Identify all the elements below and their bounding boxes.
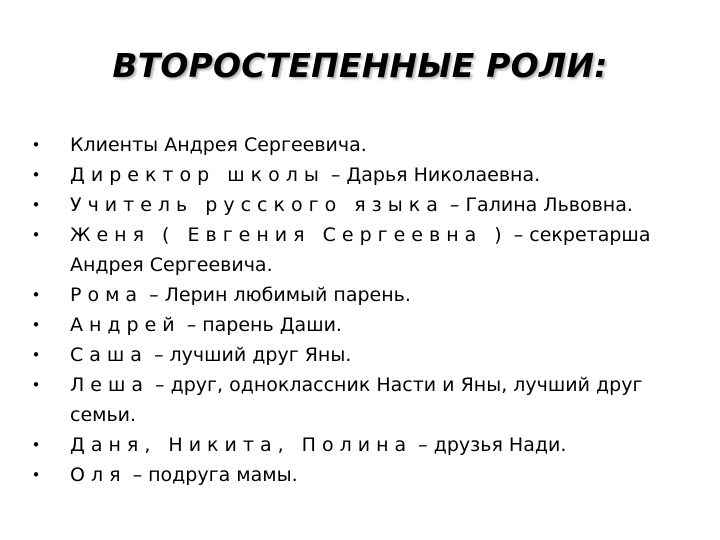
list-item: [31, 130, 700, 160]
roles-list: [31, 130, 700, 490]
bullet-icon: •: [31, 346, 41, 364]
role-description: – друзья Нади.: [412, 434, 567, 456]
role-description: – лучший друг Яны.: [147, 344, 352, 366]
role-name: Рома: [70, 284, 144, 306]
list-item: [31, 460, 700, 490]
bullet-icon: •: [31, 376, 41, 394]
role-description: – Дарья Николаевна.: [324, 164, 541, 186]
list-item: [31, 430, 700, 460]
role-name: Андрей: [70, 314, 181, 336]
list-item: [31, 220, 700, 280]
role-name: Учитель русского языка: [70, 194, 444, 216]
role-name: Женя ( Евгения Сергеевна ): [70, 224, 508, 246]
list-item: [31, 160, 700, 190]
list-item: [31, 190, 700, 220]
bullet-icon: •: [31, 166, 41, 184]
role-description: – Галина Львовна.: [443, 194, 633, 216]
bullet-icon: •: [31, 466, 41, 484]
role-name: Саша: [70, 344, 148, 366]
bullet-icon: •: [31, 436, 41, 454]
list-item: [31, 340, 700, 370]
list-item: [31, 370, 700, 430]
role-name: Оля: [70, 464, 127, 486]
bullet-icon: •: [31, 196, 41, 214]
role-description: – друг, одноклассник Насти и Яны, лучший друг семьи.: [70, 374, 643, 426]
bullet-icon: •: [31, 286, 41, 304]
role-description: Клиенты Андрея Сергеевича.: [70, 134, 367, 156]
role-description: – Лерин любимый парень.: [143, 284, 411, 306]
bullet-icon: •: [31, 316, 41, 334]
role-name: Леша: [70, 374, 150, 396]
list-item: [31, 310, 700, 340]
role-name: Даня, Никита, Полина: [70, 434, 413, 456]
bullet-icon: •: [31, 226, 41, 244]
bullet-icon: •: [31, 136, 41, 154]
list-item: [31, 280, 700, 310]
role-description: – секретарша Андрея Сергеевича.: [70, 224, 651, 276]
role-name: Директор школы: [70, 164, 325, 186]
role-description: – парень Даши.: [180, 314, 342, 336]
role-description: – подруга мамы.: [126, 464, 298, 486]
slide-title: ВТОРОСТЕПЕННЫЕ РОЛИ:: [112, 46, 608, 85]
